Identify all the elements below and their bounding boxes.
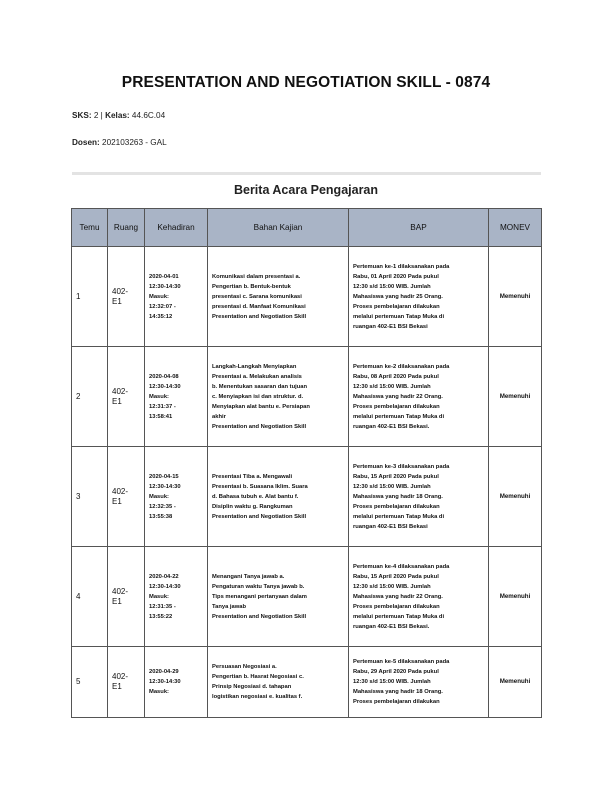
cell-ruang: 402- E1: [108, 447, 145, 547]
cell-kehadiran: 2020-04-01 12:30-14:30 Masuk: 12:32:07 - 14:35:12: [145, 247, 208, 347]
table-row: [72, 547, 542, 647]
cell-bahan-kajian: Presentasi Tiba a. Mengawali Presentasi b. Suasana Iklim. Suara d. Bahasa tubuh e. Alat bantu f. Disiplin waktu g. Rangkuman Presentation and Negotiation Skill: [208, 447, 349, 547]
table-header-row: [72, 209, 542, 247]
cell-temu: 2: [72, 347, 108, 447]
course-meta: [72, 111, 165, 120]
header-bap: BAP: [349, 209, 489, 247]
teaching-report-table: [71, 208, 542, 718]
cell-kehadiran: 2020-04-15 12:30-14:30 Masuk: 12:32:35 - 13:55:38: [145, 447, 208, 547]
cell-monev: Memenuhi: [489, 647, 542, 718]
cell-bap: Pertemuan ke-2 dilaksanakan pada Rabu, 08 April 2020 Pada pukul 12:30 s/d 15:00 WIB. Jumlah Mahasiswa yang hadir 22 Orang. Proses pembelajaran dilakukan melalui pertemuan Tatap Muka di ruangan 402-E1 BSI Bekasi.: [349, 347, 489, 447]
cell-bahan-kajian: Menangani Tanya jawab a. Pengaturan waktu Tanya jawab b. Tips menangani pertanyaan dalam Tanya jawab Presentation and Negotiation Skill: [208, 547, 349, 647]
header-kehadiran: Kehadiran: [145, 209, 208, 247]
cell-kehadiran: 2020-04-08 12:30-14:30 Masuk: 12:31:37 - 13:58:41: [145, 347, 208, 447]
cell-monev: Memenuhi: [489, 247, 542, 347]
kelas-value: 44.6C.04: [129, 111, 166, 120]
table-row: [72, 347, 542, 447]
cell-monev: Memenuhi: [489, 547, 542, 647]
cell-bahan-kajian: Langkah-Langkah Menyiapkan Presentasi a. Melakukan analisis b. Menentukan sasaran dan tujuan c. Menyiapkan isi dan struktur. d. Menyiapkan alat bantu e. Persiapan akhir Presentation and Negotiation Skill: [208, 347, 349, 447]
header-monev: MONEV: [489, 209, 542, 247]
cell-temu: 5: [72, 647, 108, 718]
cell-bahan-kajian: Komunikasi dalam presentasi a. Pengertian b. Bentuk-bentuk presentasi c. Sarana komunikasi presentasi d. Manfaat Komunikasi Presentation and Negotiation Skill: [208, 247, 349, 347]
cell-monev: Memenuhi: [489, 347, 542, 447]
page-title: PRESENTATION AND NEGOTIATION SKILL - 0874: [121, 74, 491, 91]
table-row: [72, 247, 542, 347]
table-row: [72, 647, 542, 718]
cell-bap: Pertemuan ke-5 dilaksanakan pada Rabu, 29 April 2020 Pada pukul 12:30 s/d 15:00 WIB. Jumlah Mahasiswa yang hadir 18 Orang. Proses pembelajaran dilakukan: [349, 647, 489, 718]
sks-label: SKS:: [72, 111, 92, 120]
cell-bap: Pertemuan ke-1 dilaksanakan pada Rabu, 01 April 2020 Pada pukul 12:30 s/d 15:00 WIB. Jumlah Mahasiswa yang hadir 25 Orang. Proses pembelajaran dilakukan melalui pertemuan Tatap Muka di ruangan 402-E1 BSI Bekasi: [349, 247, 489, 347]
section-divider: [72, 172, 541, 175]
cell-bap: Pertemuan ke-4 dilaksanakan pada Rabu, 15 April 2020 Pada pukul 12:30 s/d 15:00 WIB. Jumlah Mahasiswa yang hadir 22 Orang. Proses pembelajaran dilakukan melalui pertemuan Tatap Muka di ruangan 402-E1 BSI Bekasi.: [349, 547, 489, 647]
table-row: [72, 447, 542, 547]
cell-ruang: 402- E1: [108, 547, 145, 647]
cell-ruang: 402- E1: [108, 647, 145, 718]
header-bahan-kajian: Bahan Kajian: [208, 209, 349, 247]
kelas-label: Kelas:: [105, 111, 130, 120]
header-ruang: Ruang: [108, 209, 145, 247]
cell-bahan-kajian: Persuasan Negosiasi a. Pengertian b. Hasrat Negosiasi c. Prinsip Negosiasi d. tahapan logistikan negosiasi e. kualitas f.: [208, 647, 349, 718]
dosen-label: Dosen:: [72, 138, 100, 147]
cell-temu: 1: [72, 247, 108, 347]
cell-ruang: 402- E1: [108, 247, 145, 347]
cell-ruang: 402- E1: [108, 347, 145, 447]
cell-bap: Pertemuan ke-3 dilaksanakan pada Rabu, 15 April 2020 Pada pukul 12:30 s/d 15:00 WIB. Jumlah Mahasiswa yang hadir 18 Orang. Proses pembelajaran dilakukan melalui pertemuan Tatap Muka di ruangan 402-E1 BSI Bekasi: [349, 447, 489, 547]
lecturer-meta: [72, 138, 167, 147]
cell-temu: 4: [72, 547, 108, 647]
section-title: Berita Acara Pengajaran: [233, 183, 379, 197]
cell-kehadiran: 2020-04-22 12:30-14:30 Masuk: 12:31:35 - 13:55:22: [145, 547, 208, 647]
header-temu: Temu: [72, 209, 108, 247]
cell-temu: 3: [72, 447, 108, 547]
dosen-value: 202103263 - GAL: [99, 138, 167, 147]
cell-kehadiran: 2020-04-29 12:30-14:30 Masuk:: [145, 647, 208, 718]
sks-value: 2 |: [91, 111, 106, 120]
cell-monev: Memenuhi: [489, 447, 542, 547]
